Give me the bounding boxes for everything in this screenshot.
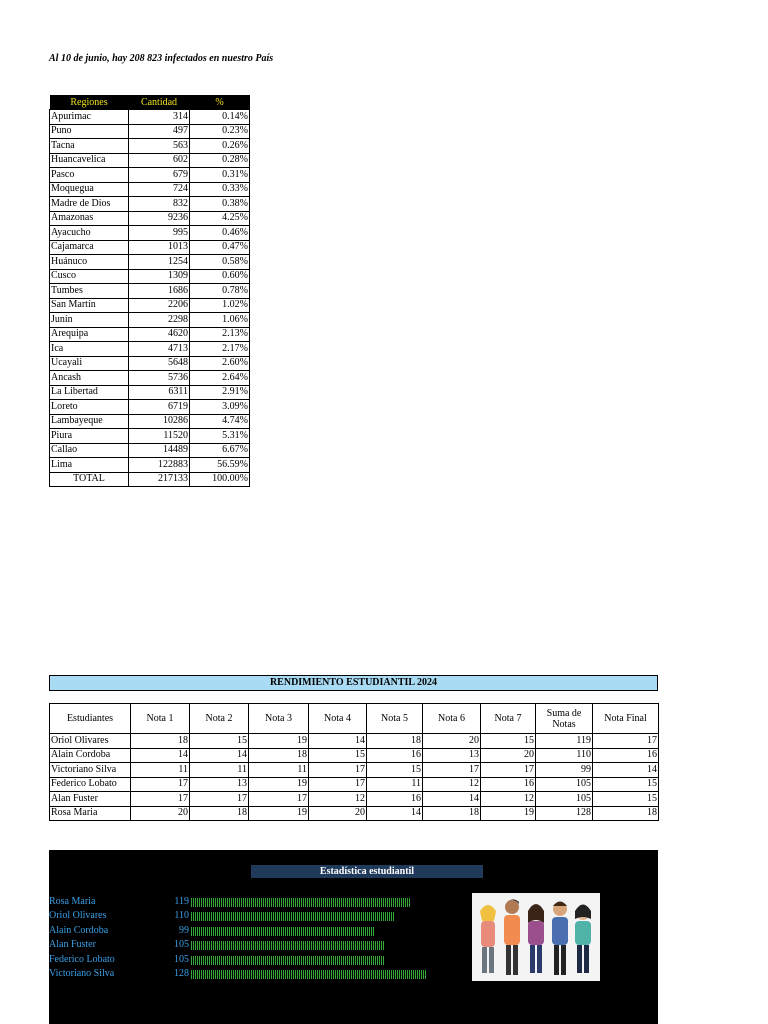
student-grade: 105: [536, 777, 593, 792]
student-grade: 11: [367, 777, 423, 792]
region-count: 1309: [129, 269, 190, 284]
student-row: [50, 763, 659, 778]
stats-bar: [191, 912, 394, 921]
stats-row: [49, 953, 469, 967]
region-count: 679: [129, 168, 190, 183]
student-grade: 17: [481, 763, 536, 778]
student-name: Victoriano Silva: [50, 763, 131, 778]
student-grade: 14: [593, 763, 659, 778]
stats-row: [49, 967, 469, 981]
student-grade: 13: [423, 748, 481, 763]
region-name: Amazonas: [50, 211, 129, 226]
region-count: 314: [129, 110, 190, 125]
region-row: [50, 110, 250, 125]
student-grade: 20: [481, 748, 536, 763]
stats-student-name: Rosa Maria: [49, 896, 96, 907]
stats-student-name: Oriol Olivares: [49, 910, 107, 922]
student-name: Rosa Maria: [50, 806, 131, 821]
stats-student-name: Alan Fuster: [49, 939, 96, 951]
region-count: 563: [129, 139, 190, 154]
region-count: 497: [129, 124, 190, 139]
region-name: Lima: [50, 458, 129, 473]
region-count: 6311: [129, 385, 190, 400]
region-row: [50, 182, 250, 197]
region-percent: 0.23%: [190, 124, 250, 139]
student-grade: 15: [190, 734, 249, 749]
performance-header-8: Suma de Notas: [536, 704, 593, 734]
page-headline: Al 10 de junio, hay 208 823 infectados en nuestro País: [49, 53, 274, 64]
region-count: 1254: [129, 255, 190, 270]
region-percent: 3.09%: [190, 400, 250, 415]
region-row: [50, 429, 250, 444]
region-row: [50, 124, 250, 139]
student-grade: 11: [190, 763, 249, 778]
stats-bar: [191, 927, 374, 936]
region-percent: 5.31%: [190, 429, 250, 444]
region-name: Callao: [50, 443, 129, 458]
student-grade: 18: [131, 734, 190, 749]
students-group-illustration: [472, 893, 600, 981]
student-grade: 105: [536, 792, 593, 807]
region-count: 602: [129, 153, 190, 168]
student-grade: 14: [190, 748, 249, 763]
student-name: Oriol Olivares: [50, 734, 131, 749]
student-row: [50, 748, 659, 763]
region-name: Cajamarca: [50, 240, 129, 255]
region-name: Arequipa: [50, 327, 129, 342]
stats-row: [49, 909, 469, 923]
region-count: 11520: [129, 429, 190, 444]
stats-bar: [191, 898, 410, 907]
region-count: 1686: [129, 284, 190, 299]
performance-header-row: [50, 704, 659, 734]
region-percent: 2.13%: [190, 327, 250, 342]
region-percent: 0.14%: [190, 110, 250, 125]
total-label: TOTAL: [50, 472, 129, 487]
region-row: [50, 356, 250, 371]
region-name: Ica: [50, 342, 129, 357]
stats-student-name: Victoriano Silva: [49, 968, 115, 979]
student-grade: 18: [367, 734, 423, 749]
student-grade: 18: [423, 806, 481, 821]
student-grade: 14: [423, 792, 481, 807]
student-grade: 20: [309, 806, 367, 821]
region-name: Puno: [50, 124, 129, 139]
student-grade: 18: [249, 748, 309, 763]
student-grade: 19: [249, 777, 309, 792]
student-grade: 12: [481, 792, 536, 807]
region-name: Pasco: [50, 168, 129, 183]
region-percent: 0.47%: [190, 240, 250, 255]
region-percent: 2.91%: [190, 385, 250, 400]
region-name: Junín: [50, 313, 129, 328]
regions-table: [49, 95, 250, 487]
student-grade: 13: [190, 777, 249, 792]
student-grade: 19: [481, 806, 536, 821]
region-count: 5648: [129, 356, 190, 371]
student-row: [50, 777, 659, 792]
region-count: 995: [129, 226, 190, 241]
stats-row: [49, 895, 469, 909]
student-row: [50, 792, 659, 807]
region-percent: 2.17%: [190, 342, 250, 357]
region-percent: 0.33%: [190, 182, 250, 197]
region-name: Piura: [50, 429, 129, 444]
student-grade: 17: [190, 792, 249, 807]
region-row: [50, 385, 250, 400]
stats-bar: [191, 941, 385, 950]
student-grade: 119: [536, 734, 593, 749]
region-row: [50, 197, 250, 212]
region-percent: 56.59%: [190, 458, 250, 473]
performance-header-0: Estudiantes: [50, 704, 131, 734]
performance-header-2: Nota 2: [190, 704, 249, 734]
student-grade: 19: [249, 734, 309, 749]
student-grade: 19: [249, 806, 309, 821]
region-row: [50, 313, 250, 328]
performance-table: [49, 703, 659, 821]
student-grade: 15: [593, 792, 659, 807]
student-grade: 17: [131, 792, 190, 807]
student-grade: 12: [423, 777, 481, 792]
performance-header-3: Nota 3: [249, 704, 309, 734]
student-grade: 14: [367, 806, 423, 821]
header-percent: %: [190, 95, 250, 110]
total-percent: 100.00%: [190, 472, 250, 487]
region-row: [50, 153, 250, 168]
stats-row: [49, 924, 469, 938]
stats-student-value: 105: [174, 939, 189, 951]
region-percent: 1.02%: [190, 298, 250, 313]
region-name: Tacna: [50, 139, 129, 154]
region-row: [50, 371, 250, 386]
student-row: [50, 806, 659, 821]
region-row: [50, 269, 250, 284]
region-percent: 0.58%: [190, 255, 250, 270]
region-percent: 0.78%: [190, 284, 250, 299]
stats-student-value: 99: [179, 924, 189, 936]
regions-body: [50, 110, 250, 487]
header-regiones: Regiones: [50, 95, 129, 110]
stats-panel: [49, 850, 658, 1024]
region-name: Ucayali: [50, 356, 129, 371]
region-percent: 2.64%: [190, 371, 250, 386]
region-row: [50, 226, 250, 241]
region-row: [50, 298, 250, 313]
student-grade: 128: [536, 806, 593, 821]
stats-student-value: 119: [174, 896, 189, 907]
region-count: 2206: [129, 298, 190, 313]
performance-title: RENDIMIENTO ESTUDIANTIL 2024: [49, 675, 658, 691]
performance-body: [50, 734, 659, 821]
student-name: Alain Cordoba: [50, 748, 131, 763]
region-row: [50, 255, 250, 270]
stats-title: Estadística estudiantil: [251, 865, 483, 878]
region-percent: 0.38%: [190, 197, 250, 212]
total-count: 217133: [129, 472, 190, 487]
region-row: [50, 211, 250, 226]
region-name: Apurimac: [50, 110, 129, 125]
performance-header-1: Nota 1: [131, 704, 190, 734]
student-grade: 16: [593, 748, 659, 763]
student-grade: 14: [309, 734, 367, 749]
student-name: Alan Fuster: [50, 792, 131, 807]
student-grade: 15: [593, 777, 659, 792]
performance-header-6: Nota 6: [423, 704, 481, 734]
region-percent: 1.06%: [190, 313, 250, 328]
region-count: 4713: [129, 342, 190, 357]
stats-bar: [191, 956, 385, 965]
region-name: Huánuco: [50, 255, 129, 270]
student-grade: 17: [309, 763, 367, 778]
stats-student-value: 105: [174, 953, 189, 965]
region-count: 4620: [129, 327, 190, 342]
student-grade: 17: [131, 777, 190, 792]
stats-student-value: 110: [174, 910, 189, 922]
region-percent: 0.26%: [190, 139, 250, 154]
performance-header-4: Nota 4: [309, 704, 367, 734]
student-grade: 20: [131, 806, 190, 821]
region-percent: 4.74%: [190, 414, 250, 429]
student-grade: 12: [309, 792, 367, 807]
student-grade: 15: [481, 734, 536, 749]
student-grade: 11: [249, 763, 309, 778]
region-count: 122883: [129, 458, 190, 473]
performance-header-9: Nota Final: [593, 704, 659, 734]
region-name: Huancavelica: [50, 153, 129, 168]
region-name: San Martín: [50, 298, 129, 313]
student-grade: 20: [423, 734, 481, 749]
student-row: [50, 734, 659, 749]
region-percent: 2.60%: [190, 356, 250, 371]
student-grade: 17: [309, 777, 367, 792]
region-percent: 0.46%: [190, 226, 250, 241]
region-total-row: [50, 472, 250, 487]
region-percent: 0.60%: [190, 269, 250, 284]
region-name: Loreto: [50, 400, 129, 415]
region-count: 10286: [129, 414, 190, 429]
region-percent: 0.28%: [190, 153, 250, 168]
region-name: La Libertad: [50, 385, 129, 400]
region-count: 14489: [129, 443, 190, 458]
stats-student-name: Alain Cordoba: [49, 924, 109, 936]
student-grade: 18: [593, 806, 659, 821]
student-grade: 99: [536, 763, 593, 778]
region-count: 724: [129, 182, 190, 197]
region-name: Cusco: [50, 269, 129, 284]
region-name: Madre de Dios: [50, 197, 129, 212]
region-percent: 6.67%: [190, 443, 250, 458]
region-row: [50, 414, 250, 429]
stats-bar: [191, 970, 427, 979]
student-name: Federico Lobato: [50, 777, 131, 792]
region-count: 2298: [129, 313, 190, 328]
stats-row: [49, 938, 469, 952]
region-name: Moquegua: [50, 182, 129, 197]
student-grade: 16: [481, 777, 536, 792]
student-grade: 14: [131, 748, 190, 763]
region-row: [50, 240, 250, 255]
region-row: [50, 327, 250, 342]
student-grade: 11: [131, 763, 190, 778]
header-cantidad: Cantidad: [129, 95, 190, 110]
region-row: [50, 284, 250, 299]
region-row: [50, 400, 250, 415]
student-grade: 17: [593, 734, 659, 749]
region-row: [50, 342, 250, 357]
region-count: 9236: [129, 211, 190, 226]
region-name: Ayacucho: [50, 226, 129, 241]
student-grade: 18: [190, 806, 249, 821]
region-count: 832: [129, 197, 190, 212]
student-grade: 17: [249, 792, 309, 807]
region-count: 1013: [129, 240, 190, 255]
student-grade: 16: [367, 792, 423, 807]
region-percent: 4.25%: [190, 211, 250, 226]
performance-header-5: Nota 5: [367, 704, 423, 734]
region-row: [50, 443, 250, 458]
student-grade: 16: [367, 748, 423, 763]
region-name: Ancash: [50, 371, 129, 386]
student-grade: 17: [423, 763, 481, 778]
student-grade: 110: [536, 748, 593, 763]
region-count: 5736: [129, 371, 190, 386]
student-grade: 15: [367, 763, 423, 778]
region-count: 6719: [129, 400, 190, 415]
region-name: Tumbes: [50, 284, 129, 299]
student-grade: 15: [309, 748, 367, 763]
stats-student-value: 128: [174, 968, 189, 979]
region-name: Lambayeque: [50, 414, 129, 429]
region-percent: 0.31%: [190, 168, 250, 183]
stats-student-name: Federico Lobato: [49, 953, 115, 965]
performance-header-7: Nota 7: [481, 704, 536, 734]
region-row: [50, 139, 250, 154]
regions-header-row: [50, 95, 250, 110]
region-row: [50, 458, 250, 473]
students-icon: [472, 893, 600, 981]
region-row: [50, 168, 250, 183]
